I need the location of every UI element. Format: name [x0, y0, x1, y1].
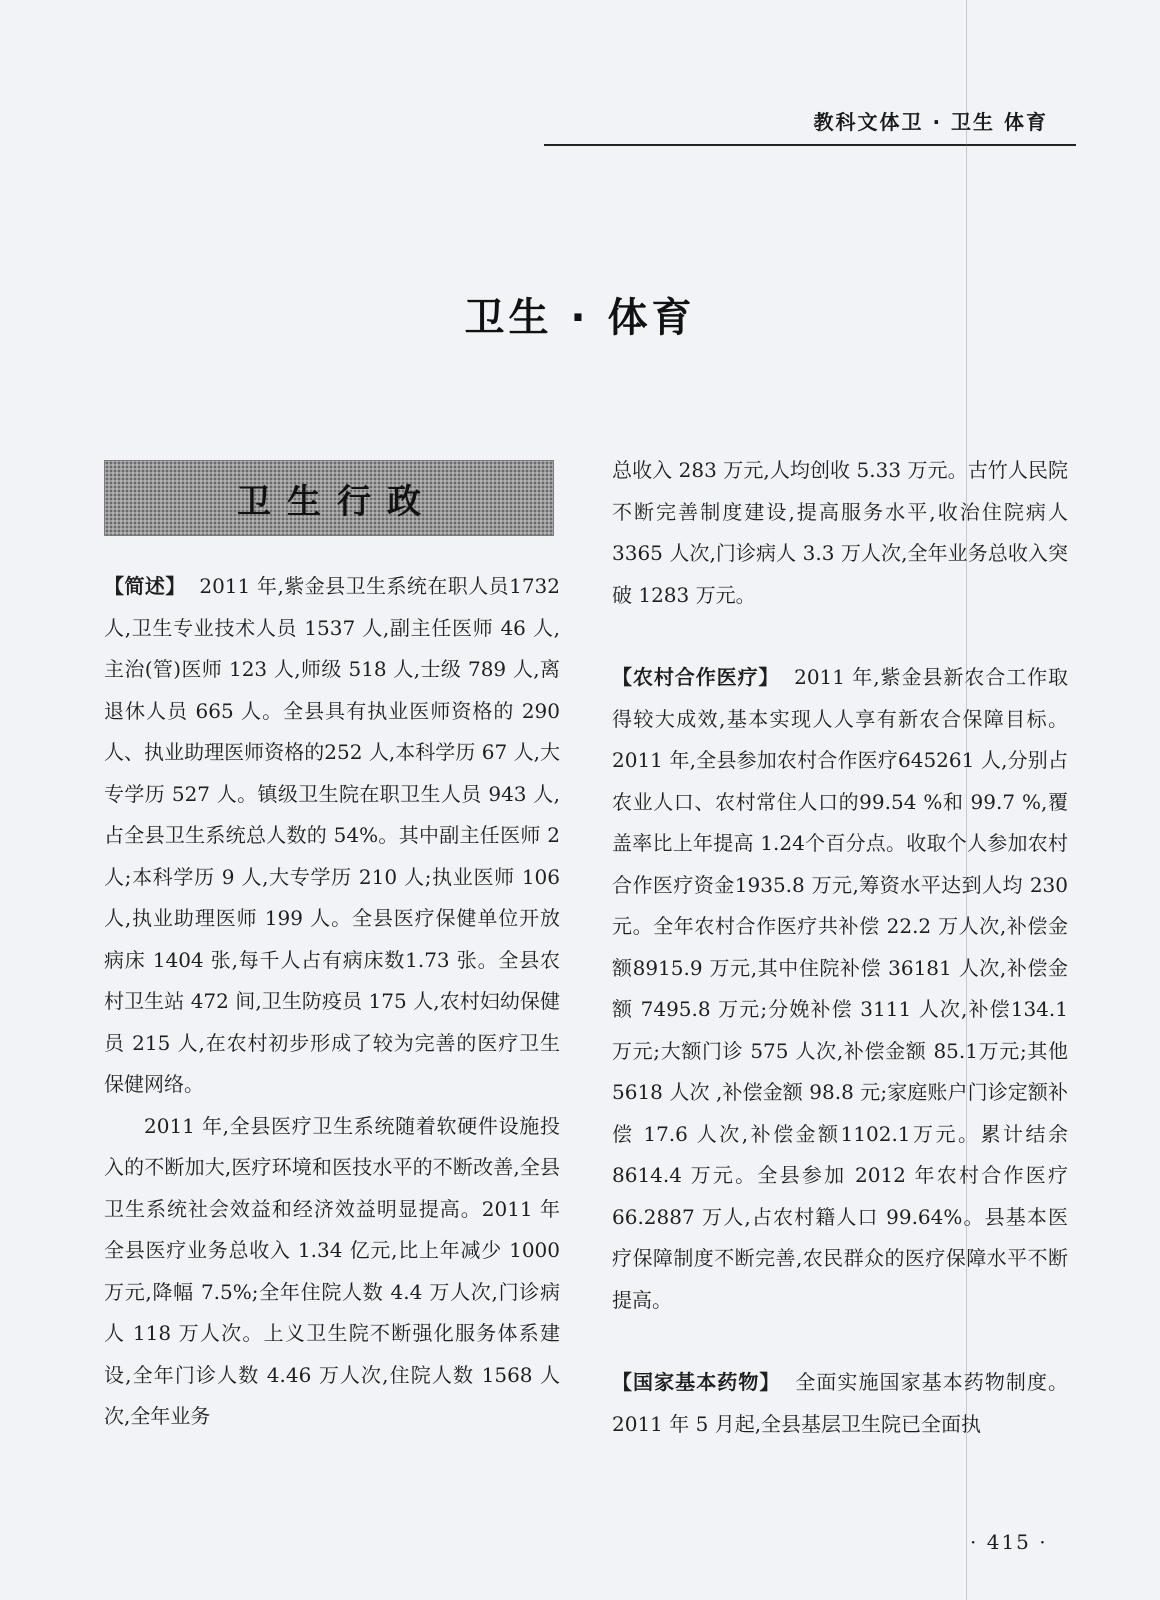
paragraph-gap — [612, 1321, 1068, 1362]
right-column — [612, 450, 1068, 1445]
essential-drugs-tag: 【国家基本药物】 — [612, 1370, 781, 1394]
header-rule — [544, 144, 1076, 146]
scan-fold-line — [966, 0, 967, 1600]
overview-tag: 【简述】 — [104, 574, 186, 598]
overview-paragraph — [104, 566, 560, 1106]
essential-drugs-text: 全面实施国家基本药物制度。2011 年 5 月起,全县基层卫生院已全面执 — [612, 1370, 1069, 1436]
paragraph-gap — [612, 616, 1068, 657]
coop-medical-text: 2011 年,紫金县新农合工作取得较大成效,基本实现人人享有新农合保障目标。2011 年,全县参加农村合作医疗645261 人,分别占农业人口、农村常住人口的99.54 %和 99.7 %,覆盖率比上年提高 1.24个百分点。收取个人参加农村合作医疗资金1935.8 万元,筹资水平达到人均 230 元。全年农村合作医疗共补偿 22.2 万人次,补偿金额8915.9 万元,其中住院补偿 36181 人次,补偿金额 7495.8 万元;分娩补偿 3111 人次,补偿134.1 万元;大额门诊 575 人次,补偿金额 85.1万元;其他 5618 人次 ,补偿金额 98.8 元;家庭账户门诊定额补偿 17.6 人次,补偿金额1102.1万元。累计结余 8614.4 万元。全县参加 2012 年农村合作医疗 66.2887 万人,占农村籍人口 99.64%。县基本医疗保障制度不断完善,农民群众的医疗保障水平不断提高。 — [612, 665, 1069, 1312]
page-title: 卫生 · 体育 — [464, 295, 696, 341]
page-number: · 415 · — [970, 1530, 1048, 1554]
essential-drugs-paragraph — [612, 1362, 1068, 1445]
overview-text: 2011 年,紫金县卫生系统在职人员1732 人,卫生专业技术人员 1537 人,副主任医师 46 人,主治(管)医师 123 人,师级 518 人,士级 789 人,离退休人员 665 人。全县具有执业医师资格的 290 人、执业助理医师资格的252 人,本科学历 67 人,大专学历 527 人。镇级卫生院在职卫生人员 943 人,占全县卫生系统总人数的 54%。其中副主任医师 2 人;本科学历 9 人,大专学历 210 人;执业医师 106 人,执业助理医师 199 人。全县医疗保健单位开放病床 1404 张,每千人占有病床数1.73 张。全县农村卫生站 472 间,卫生防疫员 175 人,农村妇幼保健员 215 人,在农村初步形成了较为完善的医疗卫生保健网络。 — [104, 574, 561, 1096]
section-banner — [104, 460, 554, 536]
continuation-paragraph: 总收入 283 万元,人均创收 5.33 万元。古竹人民院不断完善制度建设,提高服务水平,收治住院病人 3365 人次,门诊病人 3.3 万人次,全年业务总收入突破 1283 万元。 — [612, 458, 1068, 607]
revenue-paragraph: 2011 年,全县医疗卫生系统随着软硬件设施投入的不断加大,医疗环境和医技水平的不断改善,全县卫生系统社会效益和经济效益明显提高。2011 年全县医疗业务总收入 1.34 亿元,比上年减少 1000 万元,降幅 7.5%;全年住院人数 4.4 万人次,门诊病人 118 万人次。上义卫生院不断强化服务体系建设,全年门诊人数 4.46 万人次,住院人数 1568 人次,全年业务 — [104, 1113, 560, 1428]
coop-medical-tag: 【农村合作医疗】 — [612, 665, 780, 689]
section-banner-label: 卫生行政 — [237, 481, 437, 522]
coop-medical-paragraph — [612, 657, 1068, 1321]
running-head: 教科文体卫 · 卫生 体育 — [813, 110, 1048, 134]
left-column — [104, 566, 560, 1438]
